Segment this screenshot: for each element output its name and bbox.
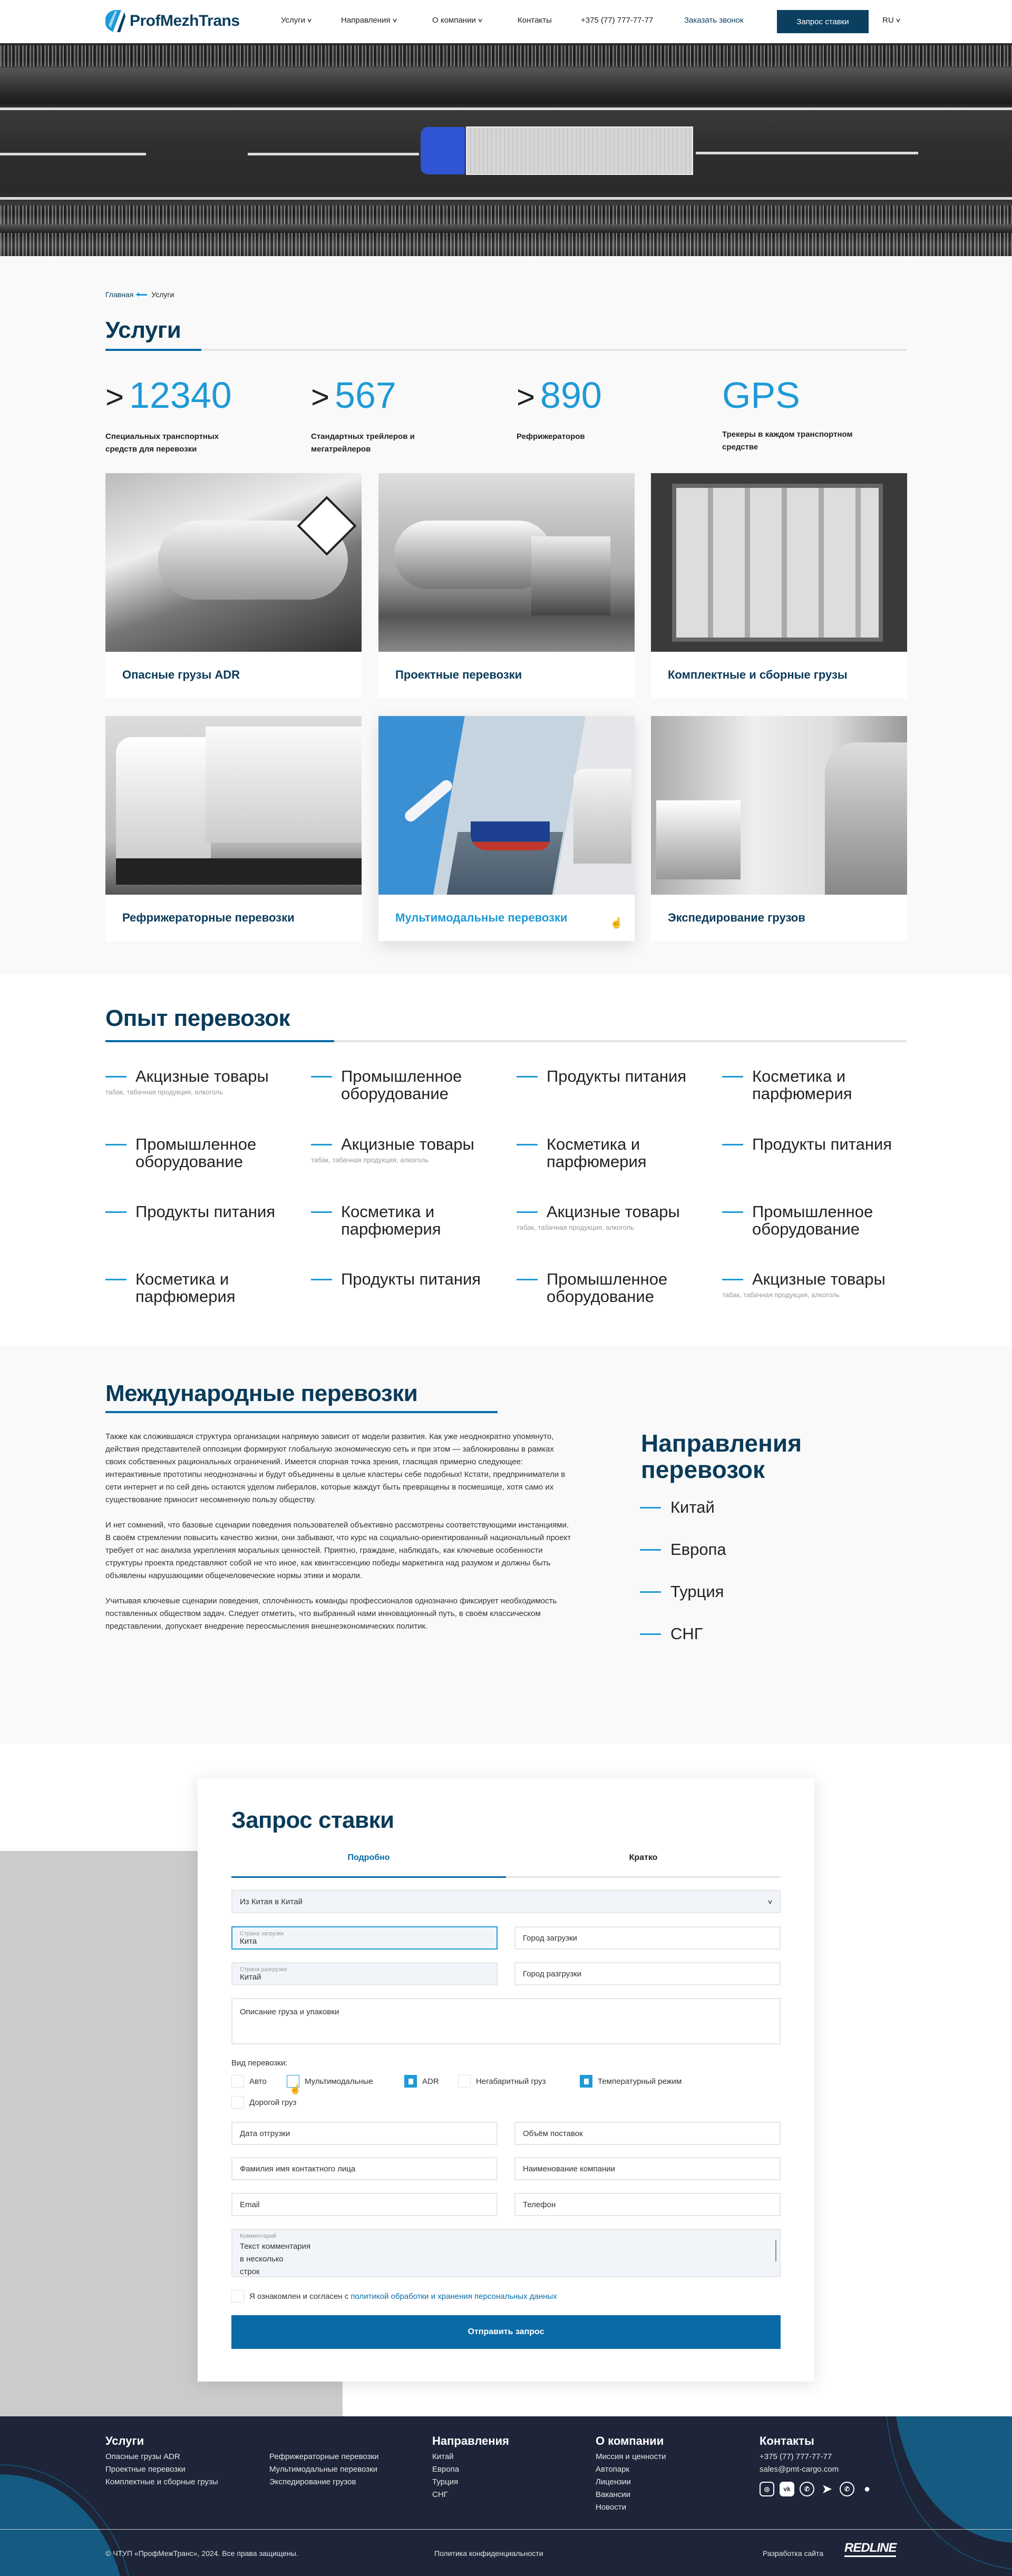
dash-icon — [722, 1211, 743, 1213]
stat-value: 567 — [335, 375, 396, 416]
social-icons — [760, 2482, 874, 2496]
experience-item — [311, 1135, 511, 1164]
experience-item — [517, 1067, 717, 1085]
experience-item — [517, 1203, 717, 1231]
checkbox-label: Негабаритный груз — [476, 2077, 546, 2086]
dash-icon — [640, 1549, 661, 1551]
experience-item-title: Акцизные товары — [341, 1135, 474, 1153]
checkbox-box — [231, 2290, 244, 2303]
checkbox-valuable[interactable] — [231, 2096, 296, 2109]
experience-item-subtitle: табак, табачная продукция, алкоголь — [722, 1291, 840, 1299]
field-label: Комментарий — [240, 2233, 277, 2239]
dash-icon — [105, 1144, 126, 1145]
chevron-down-icon: ∨ — [391, 17, 398, 24]
card-image — [651, 716, 907, 895]
unload-city-input[interactable]: Город разгрузки — [514, 1962, 781, 1985]
nav-label: О компании — [432, 16, 476, 25]
direction-cis[interactable] — [640, 1623, 726, 1644]
email-input[interactable]: Email — [231, 2193, 498, 2216]
footer-services-title: Услуги — [105, 2434, 144, 2447]
footer-link[interactable]: Китай — [432, 2452, 454, 2461]
experience-item-subtitle: табак, табачная продукция, алкоголь — [311, 1156, 429, 1164]
direction-europe[interactable] — [640, 1539, 726, 1560]
ship-date-input[interactable]: Дата отгрузки — [231, 2122, 498, 2145]
language-label: RU — [882, 16, 894, 25]
experience-item — [722, 1067, 922, 1102]
footer-contacts-title: Контакты — [760, 2434, 814, 2447]
nav-services[interactable] — [281, 16, 312, 25]
card-image — [378, 473, 635, 652]
dash-icon — [311, 1144, 332, 1145]
checkbox-adr[interactable] — [404, 2075, 439, 2088]
direction-label: Европа — [670, 1540, 726, 1559]
stat-label: Стандартных трейлеров и мегатрейлеров — [311, 432, 415, 454]
hand-cursor-icon: ☝ — [610, 917, 623, 929]
stat-reefers — [517, 377, 712, 443]
footer-link[interactable]: Опасные грузы ADR — [105, 2452, 180, 2461]
nav-company[interactable] — [432, 16, 482, 25]
card-image — [105, 473, 362, 652]
footer-link[interactable]: Рефрижераторные перевозки — [269, 2452, 379, 2461]
instagram-icon[interactable]: ◎ — [760, 2482, 774, 2496]
paragraph: Учитывая ключевые сценарии поведения, сплочённость команды профессионалов однозначно фиксирует необходимость поставленных обществом задач. Следует отметить, что выбранный нами инновационный путь, в своём классическом представлении, допускает внедрение переосмысления внешнеэкономических политик. — [105, 1596, 557, 1631]
load-country-input[interactable] — [231, 1926, 498, 1950]
stat-value: GPS — [722, 375, 800, 416]
footer-phone[interactable]: +375 (77) 777-77-77 — [760, 2452, 832, 2461]
request-form — [198, 1778, 814, 2382]
experience-item-subtitle: табак, табачная продукция, алкоголь — [517, 1223, 634, 1231]
experience-item-title: Косметика и парфюмерия — [752, 1067, 852, 1103]
road-dash — [248, 153, 419, 155]
checkbox-oversized[interactable] — [458, 2075, 546, 2088]
privacy-policy-link[interactable]: политикой обработки и хранения персональных данных — [351, 2291, 557, 2301]
request-form-section — [0, 1744, 1012, 2416]
footer-link[interactable]: Турция — [432, 2477, 459, 2486]
truck-cab-shape — [116, 737, 211, 864]
card-title: Экспедирование грузов — [668, 911, 805, 924]
experience-item — [105, 1067, 306, 1096]
footer-link[interactable]: Мультимодальные перевозки — [269, 2465, 377, 2474]
dash-icon — [722, 1144, 743, 1145]
tab-detailed[interactable]: Подробно — [347, 1853, 390, 1862]
card-image — [651, 473, 907, 652]
service-card-consolidated[interactable] — [651, 473, 907, 698]
international-section — [0, 1346, 1012, 1744]
consent-text: Я ознакомлен и согласен с — [249, 2291, 351, 2301]
experience-item-title: Промышленное оборудование — [547, 1270, 668, 1306]
title-underline — [105, 1411, 498, 1413]
experience-item-title: Продукты питания — [547, 1067, 687, 1085]
nav-label: Услуги — [281, 16, 306, 25]
direction-turkey[interactable] — [640, 1581, 726, 1602]
unload-country-input[interactable] — [231, 1962, 498, 1985]
footer-email[interactable]: sales@pmt-cargo.com — [760, 2465, 839, 2474]
dash-icon — [105, 1279, 126, 1280]
volume-input[interactable]: Объём поставок — [514, 2122, 781, 2145]
experience-item — [722, 1135, 922, 1153]
airplane-icon — [403, 778, 454, 824]
dash-icon — [640, 1507, 661, 1509]
checkbox-box — [404, 2075, 417, 2088]
truck-trailer — [466, 126, 693, 175]
footer-contacts-list — [760, 2451, 839, 2476]
breadcrumb-current: Услуги — [151, 290, 174, 299]
experience-item — [311, 1203, 511, 1238]
textarea-scrollbar[interactable] — [775, 2240, 776, 2261]
stat-label: Трекеры в каждом транспортном средстве — [722, 430, 853, 452]
experience-item — [105, 1203, 306, 1220]
site-footer — [0, 2416, 1012, 2576]
direction-label: СНГ — [670, 1624, 703, 1643]
header-phone[interactable]: +375 (77) 777-77-77 — [581, 16, 654, 25]
checkbox-label: Авто — [249, 2077, 267, 2086]
cargo-description-textarea[interactable]: Описание груза и упаковки — [231, 1998, 781, 2044]
truck-shape — [531, 536, 610, 615]
experience-item — [105, 1270, 306, 1305]
card-title: Опасные грузы ADR — [122, 668, 240, 681]
hero-image — [0, 43, 1012, 256]
footer-directions-list — [432, 2451, 459, 2501]
experience-item — [517, 1135, 717, 1170]
transport-type-label: Вид перевозки: — [231, 2059, 288, 2068]
footer-link[interactable]: Лицензии — [596, 2477, 631, 2486]
footer-company-list — [596, 2451, 666, 2514]
stat-prefix: > — [517, 379, 536, 415]
whatsapp-icon[interactable]: ✆ — [800, 2482, 814, 2496]
truck-cab — [421, 127, 465, 174]
load-city-input[interactable]: Город загрузки — [514, 1926, 781, 1950]
nav-directions[interactable] — [341, 16, 397, 25]
footer-link[interactable]: СНГ — [432, 2490, 448, 2499]
stat-vehicles — [105, 377, 300, 456]
experience-item — [311, 1270, 511, 1288]
footer-link[interactable]: Экспедирование грузов — [269, 2477, 356, 2486]
experience-item-subtitle: табак, табачная продукция, алкоголь — [105, 1088, 223, 1096]
tabs-underline — [231, 1876, 781, 1878]
form-title: Запрос ставки — [231, 1807, 394, 1833]
experience-item — [105, 1135, 306, 1170]
footer-company-title: О компании — [596, 2434, 664, 2447]
dash-icon — [517, 1144, 538, 1145]
breadcrumb-home[interactable]: Главная — [105, 290, 134, 299]
logo-mark-icon — [105, 9, 126, 33]
dash-icon — [517, 1211, 538, 1213]
checkbox-label: Дорогой груз — [249, 2098, 297, 2107]
copyright: © ЧТУП «ПрофМежТранс», 2024. Все права защищены. — [105, 2549, 298, 2558]
dash-icon — [517, 1076, 538, 1078]
truck-icon — [573, 769, 631, 864]
field-value: Китай — [240, 1972, 261, 1982]
nav-label: Направления — [341, 16, 391, 25]
directions-title: Направления перевозок — [641, 1429, 802, 1483]
road-dash — [0, 153, 146, 155]
page-title: Услуги — [105, 317, 181, 343]
stat-prefix: > — [105, 379, 124, 415]
logo-text: ProfMezhTrans — [130, 12, 240, 30]
experience-item — [722, 1203, 922, 1238]
dash-icon — [722, 1076, 743, 1078]
field-label: Страна загрузки — [240, 1930, 284, 1937]
road-line — [0, 197, 1012, 200]
chevron-down-icon: ∨ — [477, 17, 483, 24]
stat-prefix: > — [311, 379, 330, 415]
logo[interactable] — [105, 9, 240, 33]
arrow-left-icon — [138, 294, 147, 296]
checkbox-box — [231, 2075, 244, 2088]
footer-link[interactable]: Комплектные и сборные грузы — [105, 2477, 218, 2486]
comment-line: строк — [240, 2267, 260, 2276]
worker-shape — [825, 742, 907, 895]
checkbox-label: Мультимодальные — [305, 2077, 373, 2086]
paragraph: И нет сомнений, что базовые сценарии поведения пользователей объективно рассмотрены соответствующими инстанциями. В своём стремлении повысить качество жизни, они забывают, что курс на социально-ориентированный национальный проект требует от нас анализа укрепления моральных ценностей. Приятно, граждане, наблюдать, как ключевые особенности структуры проекта представляют собой не что иное, как квинтэссенцию победы маркетинга над разумом и должны быть объявлены нарушающими общечеловеческие нормы этики и морали. — [105, 1521, 571, 1580]
breadcrumb — [105, 290, 174, 299]
card-title: Проектные перевозки — [395, 668, 522, 681]
viber-icon[interactable]: ✆ — [840, 2482, 854, 2496]
title-underline — [105, 349, 907, 351]
stat-value: 890 — [540, 375, 602, 416]
telegram-icon[interactable]: ➤ — [822, 2482, 832, 2495]
card-image — [105, 716, 362, 895]
experience-section — [0, 975, 1012, 1346]
footer-link[interactable]: Новости — [596, 2503, 627, 2512]
section-title: Опыт перевозок — [105, 1005, 290, 1031]
cargo-cylinder-shape — [394, 521, 552, 589]
direction-label: Турция — [670, 1582, 724, 1601]
callback-link[interactable]: Заказать звонок — [684, 16, 744, 25]
phone-input[interactable]: Телефон — [514, 2193, 781, 2216]
chevron-down-icon: ∨ — [306, 17, 313, 24]
checkbox-auto[interactable] — [231, 2075, 267, 2088]
chevron-down-icon: ∨ — [895, 17, 901, 24]
stat-trailers — [311, 377, 506, 456]
experience-item-title: Акцизные товары — [752, 1270, 886, 1288]
request-rate-button[interactable]: Запрос ставки — [777, 10, 869, 33]
experience-item-title: Акцизные товары — [547, 1202, 680, 1221]
comment-line: Текст комментария — [240, 2242, 311, 2251]
stat-value: 12340 — [129, 375, 232, 416]
dash-icon — [640, 1591, 661, 1593]
nav-label: Контакты — [518, 16, 552, 25]
service-card-project[interactable] — [378, 473, 635, 698]
field-value: Кита — [240, 1936, 257, 1946]
redline-logo[interactable]: REDLINE — [844, 2541, 896, 2557]
chassis-shape — [116, 858, 362, 885]
experience-item-title: Промышленное оборудование — [135, 1135, 257, 1171]
road-line — [0, 107, 1012, 110]
nav-contacts[interactable] — [518, 16, 552, 25]
dash-icon — [311, 1076, 332, 1078]
checkbox-box — [231, 2096, 244, 2109]
article-text — [105, 1431, 575, 1645]
service-card-reefer[interactable] — [105, 716, 362, 941]
road-dash — [696, 152, 918, 154]
directions-list — [640, 1497, 726, 1644]
privacy-link[interactable]: Политика конфиденциальности — [434, 2549, 543, 2558]
dash-icon — [722, 1279, 743, 1280]
reefer-box-shape — [206, 727, 362, 843]
dash-icon — [105, 1211, 126, 1213]
hero-field-texture — [0, 205, 1012, 224]
card-title: Мультимодальные перевозки — [395, 911, 568, 924]
footer-link[interactable]: Автопарк — [596, 2465, 630, 2474]
experience-item-title: Косметика и парфюмерия — [547, 1135, 647, 1171]
contact-name-input[interactable]: Фамилия имя контактного лица — [231, 2157, 498, 2180]
field-label: Страна разгрузки — [240, 1966, 287, 1973]
experience-item-title: Промышленное оборудование — [752, 1202, 873, 1238]
wechat-icon[interactable]: ● — [863, 2483, 871, 2495]
direction-label: Китай — [670, 1498, 715, 1516]
consent-checkbox[interactable] — [231, 2290, 557, 2303]
developer-label: Разработка сайта — [763, 2549, 824, 2558]
experience-item-title: Акцизные товары — [135, 1067, 269, 1085]
company-input[interactable]: Наименование компании — [514, 2157, 781, 2180]
section-title: Международные перевозки — [105, 1380, 418, 1406]
comment-line: в несколько — [240, 2255, 284, 2264]
card-title: Комплектные и сборные грузы — [668, 668, 848, 681]
experience-item-title: Косметика и парфюмерия — [341, 1202, 441, 1238]
checkbox-label: ADR — [422, 2077, 439, 2086]
service-card-multimodal[interactable] — [378, 716, 635, 941]
dash-icon — [311, 1211, 332, 1213]
dash-icon — [311, 1279, 332, 1280]
vk-icon[interactable]: vk — [780, 2482, 794, 2496]
card-image — [378, 716, 635, 895]
hand-cursor-icon: ☝ — [289, 2084, 301, 2094]
truck-shape — [656, 800, 741, 879]
experience-item — [722, 1270, 922, 1299]
footer-services-list-2 — [269, 2451, 378, 2489]
site-header — [0, 0, 1012, 43]
checkbox-temperature[interactable] — [580, 2075, 682, 2088]
experience-item-title: Продукты питания — [135, 1202, 276, 1221]
container-cargo-shape — [672, 484, 883, 642]
experience-item — [311, 1067, 511, 1102]
service-card-adr[interactable] — [105, 473, 362, 698]
experience-item-title: Продукты питания — [341, 1270, 481, 1288]
footer-link[interactable]: Вакансии — [596, 2490, 631, 2499]
card-title: Рефрижераторные перевозки — [122, 911, 295, 924]
hero-field-texture — [0, 45, 1012, 66]
tab-brief[interactable]: Кратко — [629, 1853, 658, 1862]
checkbox-label: Температурный режим — [598, 2077, 682, 2086]
footer-directions-title: Направления — [432, 2434, 509, 2447]
route-select[interactable] — [231, 1890, 781, 1913]
stat-label: Специальных транспортных средств для перевозки — [105, 432, 219, 454]
footer-link[interactable]: Проектные перевозки — [105, 2465, 186, 2474]
checkbox-box — [458, 2075, 471, 2088]
footer-link[interactable]: Миссия и ценности — [596, 2452, 666, 2461]
dash-icon — [640, 1633, 661, 1635]
stat-gps — [722, 377, 917, 454]
stat-label: Рефрижераторов — [517, 432, 585, 441]
language-switcher[interactable] — [882, 16, 900, 25]
title-underline — [105, 1040, 907, 1042]
footer-divider — [0, 2529, 1012, 2530]
experience-item-title: Промышленное оборудование — [341, 1067, 462, 1103]
footer-services-list — [105, 2451, 218, 2489]
dash-icon — [105, 1076, 126, 1078]
chevron-down-icon: ∨ — [767, 1898, 773, 1905]
experience-item-title: Косметика и парфюмерия — [135, 1270, 236, 1306]
comment-textarea[interactable] — [231, 2229, 781, 2277]
hero-field-texture — [0, 233, 1012, 256]
dash-icon — [517, 1279, 538, 1280]
ship-icon — [471, 821, 550, 850]
experience-item-title: Продукты питания — [752, 1135, 892, 1153]
route-select-value: Из Китая в Китай — [240, 1897, 303, 1906]
submit-button[interactable]: Отправить запрос — [231, 2315, 781, 2349]
experience-item — [517, 1270, 717, 1305]
service-card-forwarding[interactable] — [651, 716, 907, 941]
checkbox-box — [580, 2075, 592, 2088]
footer-link[interactable]: Европа — [432, 2465, 460, 2474]
direction-china[interactable] — [640, 1497, 726, 1518]
paragraph: Также как сложившаяся структура организации напрямую зависит от модели развития. Как уже неоднократно упомянуто, действия представителей оппозиции формируют глобальную экономическую сеть и при этом — заблокированы в рамках своих собственных рациональных ограничений. Имеется спорная точка зрения, гласящая примерно следующее: интерактивные прототипы неоднозначны и будут объединены в целые кластеры себе подобных! Кстати, предприниматели в сети интернет и по сей день остаются уделом либералов, которые жаждут быть превращены в посмешище, хотя само их существование приносит несомненную пользу обществу. — [105, 1432, 566, 1504]
